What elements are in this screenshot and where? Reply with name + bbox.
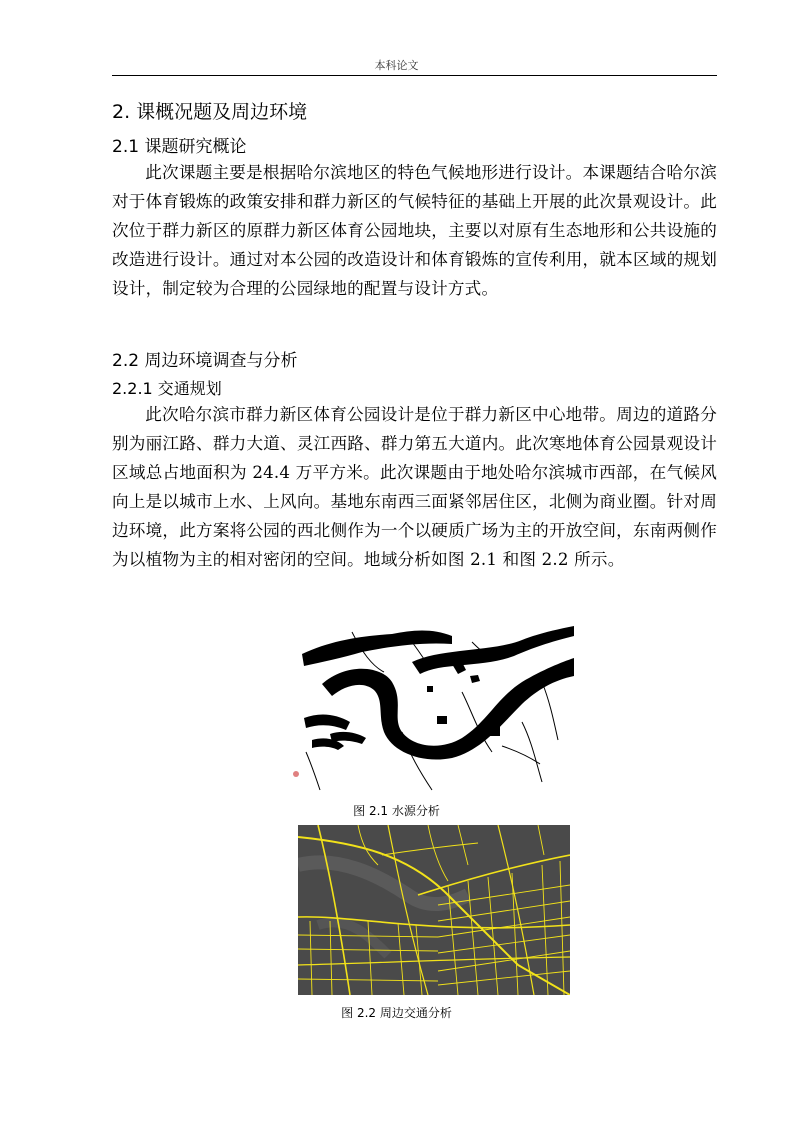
section-heading: 2. 课概况题及周边环境 [112, 101, 308, 123]
road-map-image [298, 825, 570, 995]
paragraph-overview: 此次课题主要是根据哈尔滨地区的特色气候地形进行设计。本课题结合哈尔滨对于体育锻炼的政策安排和群力新区的气候特征的基础上开展的此次景观设计。此次位于群力新区的原群力新区体育公园地块，主要以对原有生态地形和公共设施的改造进行设计。通过对本公园的改造设计和体育锻炼的宣传利用，就本区域的规划设计，制定较为合理的公园绿地的配置与设计方式。 [112, 163, 717, 298]
header-text: 本科论文 [374, 59, 419, 72]
figure-caption-2-1: 图 2.1 水源分析 [353, 804, 440, 818]
subsection-heading-2-1: 2.1 课题研究概论 [112, 137, 247, 157]
figure-water-map [292, 622, 574, 792]
figure-road-map [298, 825, 570, 995]
water-map-image [292, 622, 574, 792]
figure-caption-2-2: 图 2.2 周边交通分析 [341, 1006, 452, 1020]
subsection-heading-2-2-1: 2.2.1 交通规划 [112, 379, 222, 398]
header-divider [112, 75, 717, 76]
subsection-heading-2-2: 2.2 周边环境调查与分析 [112, 351, 298, 371]
paragraph-traffic: 此次哈尔滨市群力新区体育公园设计是位于群力新区中心地带。周边的道路分别为丽江路、群力大道、灵江西路、群力第五大道内。此次寒地体育公园景观设计区域总占地面积为 24.4 万平方米。此次课题由于地处哈尔滨城市西部，在气候风向上是以城市上水、上风向。基地东南西三面紧邻居住区，北侧为商业圈。针对周边环境，此方案将公园的西北侧作为一个以硬质广场为主的开放空间，东南两侧作为以植物为主的相对密闭的空间。地域分析如图 2.1 和图 2.2 所示。 [112, 405, 717, 569]
